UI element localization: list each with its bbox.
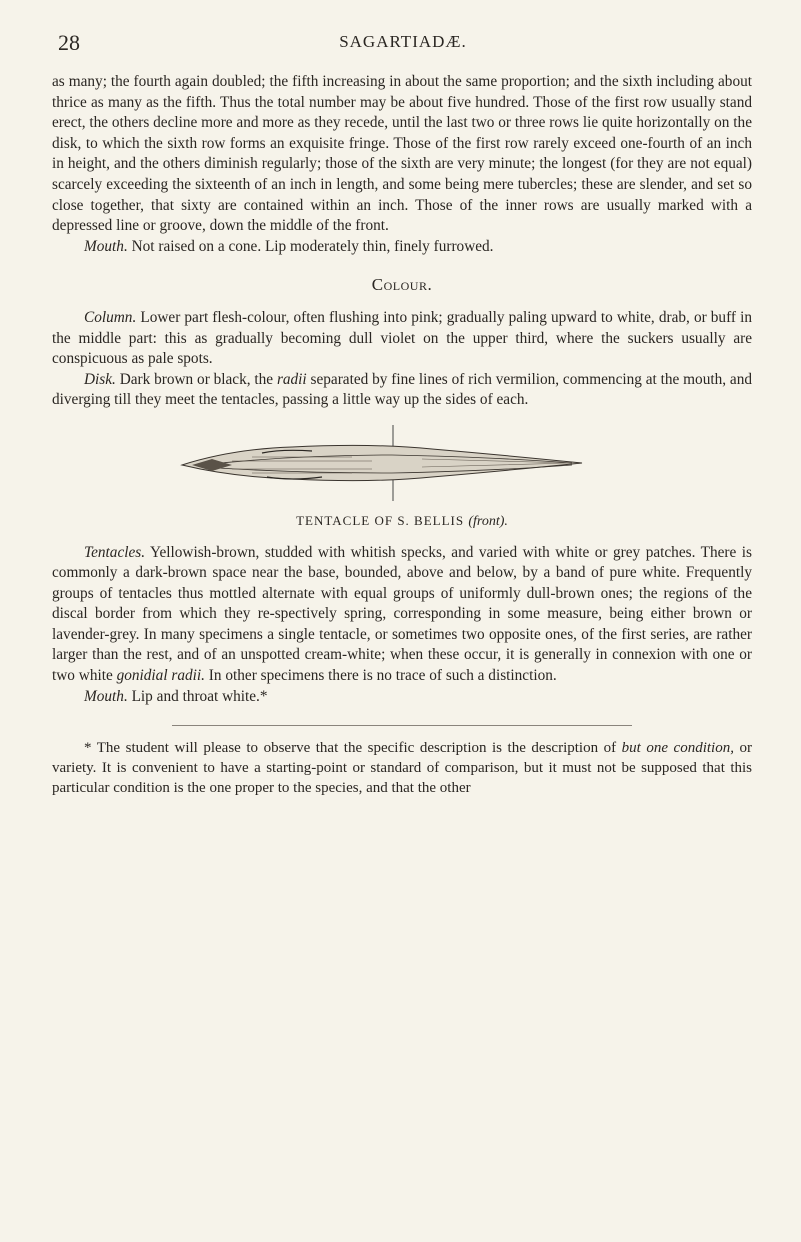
page-number: 28 bbox=[58, 30, 80, 55]
paragraph-disk bbox=[52, 370, 752, 411]
section-heading-colour: Colour. bbox=[371, 275, 433, 295]
paragraph-mouth bbox=[52, 237, 752, 258]
footnote bbox=[52, 738, 752, 798]
caption-text: TENTACLE OF S. BELLIS bbox=[296, 512, 469, 528]
tentacles-gonidial: gonidial radii. bbox=[116, 667, 205, 685]
footnote-text-2: or variety. It is convenient to have a starting-point or standard of comparison, but it must not be supposed that this particular condition is the one proper to the species, and that the other bbox=[52, 740, 752, 797]
column-text: Lower part flesh-colour, often flushing into pink; gradually paling upward to white, drab, or buff in the middle part: this as gradually becoming dull violet on the upper third, where the suckers usually are conspicuous as pale spots. bbox=[52, 308, 752, 368]
tentacles-text-1: Yellowish-brown, studded with whitish specks, and varied with white or grey patches. There is commonly a dark-brown space near the base, bounded, above and below, by a band of pure white. Frequently groups of tentacles thus mottled alternate with equal groups of uniformly dull-brown ones; the regions of the discal border from which they re-spectively spring, corresponding in some measure, being either brown or lavender-grey. In many specimens a single tentacle, or sometimes two opposite ones, of the first series, are rather larger than the rest, and of an unspotted cream-white; when these occur, it is generally in connexion with one or two white bbox=[52, 543, 752, 685]
mouth2-text: Lip and throat white.* bbox=[127, 687, 268, 705]
mouth2-label: Mouth. bbox=[84, 687, 128, 705]
disk-radii: radii bbox=[276, 370, 307, 388]
caption-italic: (front). bbox=[468, 513, 508, 529]
footnote-divider bbox=[172, 725, 632, 726]
paragraph-tentacle-rows: as many; the fourth again doubled; the fifth increasing in about the same proportion; and the sixth including about thrice as many as the fifth. Thus the total number may be about five hundred. Those of the first row usually stand erect, the others decline more and more as they recede, until the last two or three rows lie quite horizontally on the disk, to which the sixth row forms an exquisite fringe. Those of the first row rarely exceed one-fourth of an inch in height, and the others diminish regularly; those of the sixth are very minute; the longest (for they are not equal) scarcely exceeding the sixteenth of an inch in length, and some being mere tubercles; these are slender, and set so close together, that sixty are contained within an inch. Those of the inner rows are usually marked with a depressed line or groove, down the middle of the front. bbox=[52, 73, 752, 235]
mouth-label: Mouth. bbox=[84, 237, 128, 255]
disk-label: Disk. bbox=[84, 370, 116, 388]
tentacle-illustration bbox=[172, 421, 632, 505]
tentacles-text-2: In other specimens there is no trace of such a distinction. bbox=[204, 667, 557, 685]
tentacle-figure bbox=[52, 421, 752, 505]
paragraph-mouth-2 bbox=[52, 687, 752, 708]
page-body bbox=[52, 72, 752, 798]
column-label: Column. bbox=[84, 308, 137, 326]
footnote-italic: but one condition, bbox=[621, 740, 734, 757]
page-header bbox=[58, 30, 748, 60]
running-title: SAGARTIADÆ. bbox=[339, 32, 467, 51]
disk-text-2: separated by fine lines of rich vermilion, commencing at the mouth, and diverging till they meet the tentacles, passing a little way up the sides of each. bbox=[52, 370, 752, 409]
mouth-text: Not raised on a cone. Lip moderately thin, finely furrowed. bbox=[127, 237, 494, 255]
paragraph-column bbox=[52, 308, 752, 370]
tentacles-label: Tentacles. bbox=[84, 543, 146, 561]
paragraph-tentacles bbox=[52, 543, 752, 687]
footnote-text-1: * The student will please to observe that the specific description is the description of bbox=[84, 740, 622, 757]
disk-text-1: Dark brown or black, the bbox=[115, 370, 277, 388]
figure-caption bbox=[52, 511, 752, 533]
